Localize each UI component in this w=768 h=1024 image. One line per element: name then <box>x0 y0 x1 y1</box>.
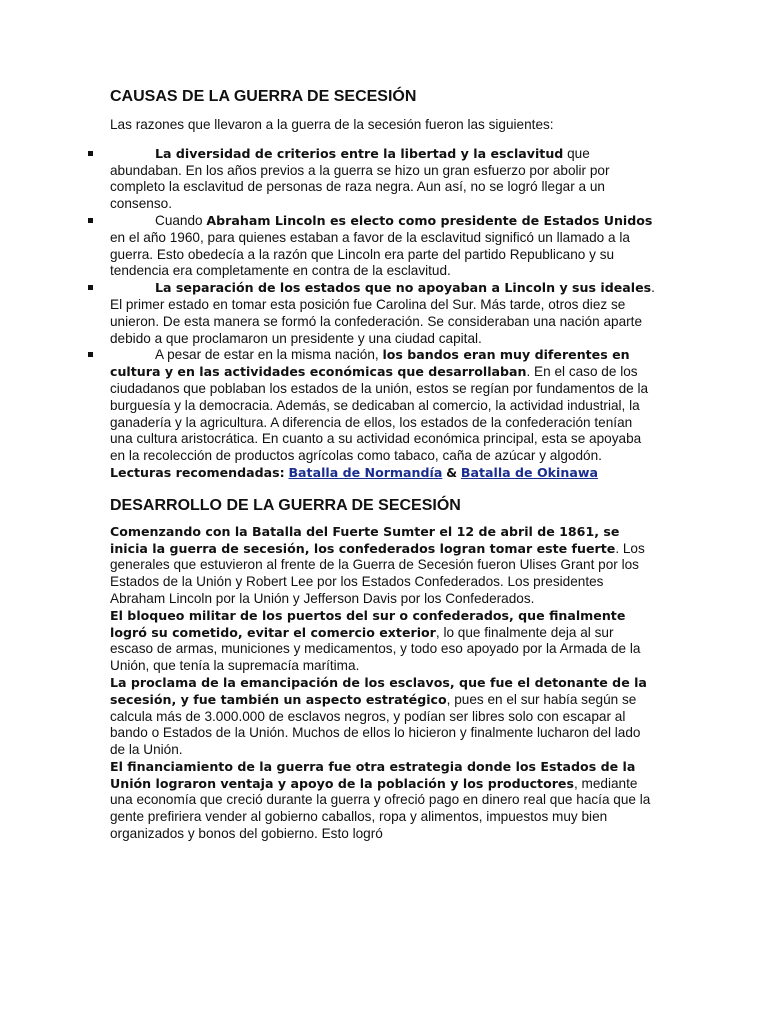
paragraph-text: , lo que finalmente deja al sur escaso de armas, municiones y medicamentos, y todo eso apoyado por la Armada de la Unión, que tenía la supremacía marítima. <box>110 624 641 674</box>
square-bullet-icon <box>88 151 93 156</box>
section-title-causas: CAUSAS DE LA GUERRA DE SECESIÓN <box>110 88 417 105</box>
square-bullet-icon <box>88 285 93 290</box>
item-text: que abundaban. En los años previos a la guerra se hizo un gran esfuerzo por abolir por completo la esclavitud de personas de raza negra. Aun así, no se logró llegar a un consenso. <box>110 145 610 212</box>
item-pre-text: A pesar de estar en la misma nación, <box>155 347 383 363</box>
section-title-desarrollo: DESARROLLO DE LA GUERRA DE SECESIÓN <box>110 496 461 514</box>
paragraph-bold-text: El financiamiento de la guerra fue otra estrategia donde los Estados de la Unión lograron ventaja y apoyo de la población y los productores <box>110 758 636 791</box>
item-bold-text: La diversidad de criterios entre la libertad y la esclavitud <box>155 145 564 161</box>
list-item <box>110 213 658 280</box>
paragraph-bold-text: El bloqueo militar de los puertos del sur o confederados, que finalmente logró su cometido, evitar el comercio exterior <box>110 607 626 640</box>
item-bold-text: los bandos eran muy diferentes en cultura y en las actividades económicas que desarrollaban <box>110 347 630 380</box>
recommended-readings <box>110 465 658 482</box>
paragraph <box>110 524 658 608</box>
development-section <box>110 524 658 843</box>
item-bold-text: Abraham Lincoln es electo como presidente de Estados Unidos <box>206 212 653 228</box>
item-pre-text: Cuando <box>155 212 207 228</box>
paragraph-text: , pues en el sur había según se calcula más de 3.000.000 de esclavos negros, y podían ser libres solo con escapar al bando o Estados de la Unión. Muchos de ellos lo hicieron y finalmente lucharon del lado de la Unión. <box>110 691 641 758</box>
square-bullet-icon <box>88 352 93 357</box>
ampersand: & <box>446 464 458 480</box>
list-item <box>110 280 658 347</box>
recommended-label: Lecturas recomendadas: <box>110 464 285 480</box>
intro-paragraph: Las razones que llevaron a la guerra de la secesión fueron las siguientes: <box>110 117 554 132</box>
document-content <box>110 87 658 843</box>
causes-list <box>110 146 658 465</box>
paragraph <box>110 608 658 675</box>
paragraph <box>110 759 658 843</box>
item-text: . En el caso de los ciudadanos que poblaban los estados de la unión, estos se regían por fundamentos de la burguesía y la democracia. Además, se dedicaban al comercio, la actividad industrial, la ganadería y la agricultura. A diferencia de ellos, los estados de la confederación tenían una cultura aristocrática. En cuanto a su actividad económica principal, esta se apoyaba en la recolección de productos agrícolas como tabaco, caña de azúcar y algodón. <box>110 364 649 464</box>
link-batalla-okinawa[interactable]: Batalla de Okinawa <box>460 464 598 480</box>
item-bold-text: La separación de los estados que no apoyaban a Lincoln y sus ideales <box>155 280 652 296</box>
square-bullet-icon <box>88 218 93 223</box>
item-text: . El primer estado en tomar esta posición fue Carolina del Sur. Más tarde, otros diez se unieron. De esta manera se formó la confederación. Se consideraban una nación aparte debido a que proclamaron un presidente y una ciudad capital. <box>110 280 655 346</box>
item-text: en el año 1960, para quienes estaban a favor de la esclavitud significó un llamado a la guerra. Esto obedecía a la razón que Lincoln era parte del partido Republicano y su tendencia era completamente en contra de la esclavitud. <box>110 229 630 279</box>
paragraph-text: , mediante una economía que creció durante la guerra y ofreció pago en dinero real que hacía que la gente prefiriera vender al gobierno caballos, ropa y alimentos, impuestos muy bien organizados y bonos del gobierno. Esto logró <box>110 775 651 842</box>
list-item <box>110 347 658 465</box>
link-batalla-normandia[interactable]: Batalla de Normandía <box>288 464 443 480</box>
paragraph <box>110 675 658 759</box>
paragraph-bold-text: La proclama de la emancipación de los esclavos, que fue el detonante de la secesión, y fue también un aspecto estratégico <box>110 674 647 707</box>
paragraph-bold-text: Comenzando con la Batalla del Fuerte Sumter el 12 de abril de 1861, se inicia la guerra de secesión, los confederados logran tomar este fuerte <box>110 523 620 556</box>
list-item <box>110 146 658 213</box>
paragraph-text: . Los generales que estuvieron al frente de la Guerra de Secesión fueron Ulises Grant por los Estados de la Unión y Robert Lee por los Estados Confederados. Los presidentes Abraham Lincoln por la Unión y Jefferson Davis por los Confederados. <box>110 540 645 606</box>
